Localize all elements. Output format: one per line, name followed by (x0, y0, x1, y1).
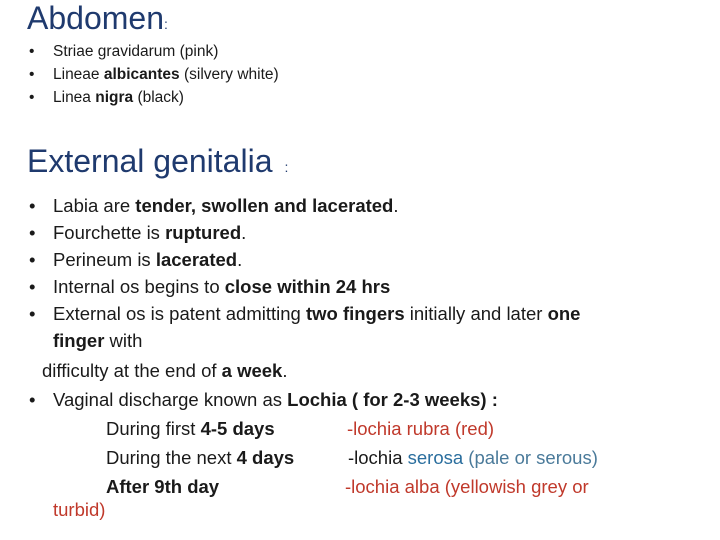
item-bold: a week (221, 360, 283, 381)
abdomen-suffix: : (163, 16, 168, 32)
item-text: with (104, 330, 143, 351)
external-title: External genitalia (27, 143, 273, 179)
list-item (27, 86, 279, 109)
type-prefix: -lochia (348, 447, 408, 468)
list-item (27, 63, 279, 86)
item-text: . (393, 195, 399, 216)
item-bold: close within 24 hrs (224, 276, 391, 297)
list-item (27, 192, 707, 219)
item-bold: ruptured (165, 222, 242, 243)
period-bold: After 9th day (106, 476, 220, 497)
external-os-continuation (53, 327, 142, 354)
list-item (27, 300, 707, 327)
lochia-period (106, 444, 294, 471)
item-text: External os is patent admitting (53, 303, 306, 324)
period-text: During the next (106, 447, 237, 468)
item-text: Labia are (53, 195, 136, 216)
type-desc: (pale or serous) (463, 447, 598, 468)
period-bold: 4 days (236, 447, 295, 468)
period-bold: 4-5 days (200, 418, 275, 439)
list-item (27, 219, 707, 246)
vaginal-discharge-item (27, 386, 498, 413)
list-item (27, 246, 707, 273)
item-text: (black) (133, 89, 184, 106)
item-bold: Lochia ( for 2-3 weeks) : (287, 389, 498, 410)
list-item (27, 40, 279, 63)
lochia-type (345, 473, 589, 500)
item-bold: finger (53, 330, 105, 351)
item-text: Striae gravidarum (pink) (53, 43, 219, 60)
period-text: During first (106, 418, 201, 439)
lochia-type (348, 444, 598, 471)
item-bold: one (547, 303, 581, 324)
type-name: serosa (407, 447, 464, 468)
lochia-alba-continuation: turbid) (53, 499, 106, 520)
lochia-period (106, 415, 275, 442)
type-prefix: -lochia (347, 418, 407, 439)
item-text: Lineae (53, 66, 104, 83)
item-text: initially and later (404, 303, 548, 324)
lochia-type (347, 415, 494, 442)
item-text: difficulty at the end of (42, 360, 222, 381)
item-bold: albicantes (103, 66, 180, 83)
item-text: (silvery white) (179, 66, 279, 83)
item-text: Vaginal discharge known as (53, 389, 288, 410)
item-bold: lacerated (155, 249, 238, 270)
abdomen-title: Abdomen (27, 0, 164, 36)
external-genitalia-heading (27, 143, 288, 180)
type-text: -lochia alba (yellowish grey or (345, 476, 589, 497)
item-bold: tender, swollen and lacerated (135, 195, 394, 216)
abdomen-list (27, 40, 279, 109)
item-bold: nigra (95, 89, 134, 106)
item-bold: two fingers (305, 303, 405, 324)
abdomen-heading (27, 0, 168, 37)
external-genitalia-list (27, 192, 707, 327)
external-suffix: : (284, 159, 289, 175)
item-text: . (237, 249, 243, 270)
item-text: Perineum is (53, 249, 156, 270)
lochia-period (106, 473, 219, 500)
list-item (27, 273, 707, 300)
type-name: rubra (red) (406, 418, 495, 439)
item-text: . (282, 360, 288, 381)
item-text: Fourchette is (53, 222, 166, 243)
item-text: . (241, 222, 247, 243)
external-os-continuation-2 (42, 357, 287, 384)
item-text: Internal os begins to (53, 276, 225, 297)
item-text: Linea (53, 89, 96, 106)
